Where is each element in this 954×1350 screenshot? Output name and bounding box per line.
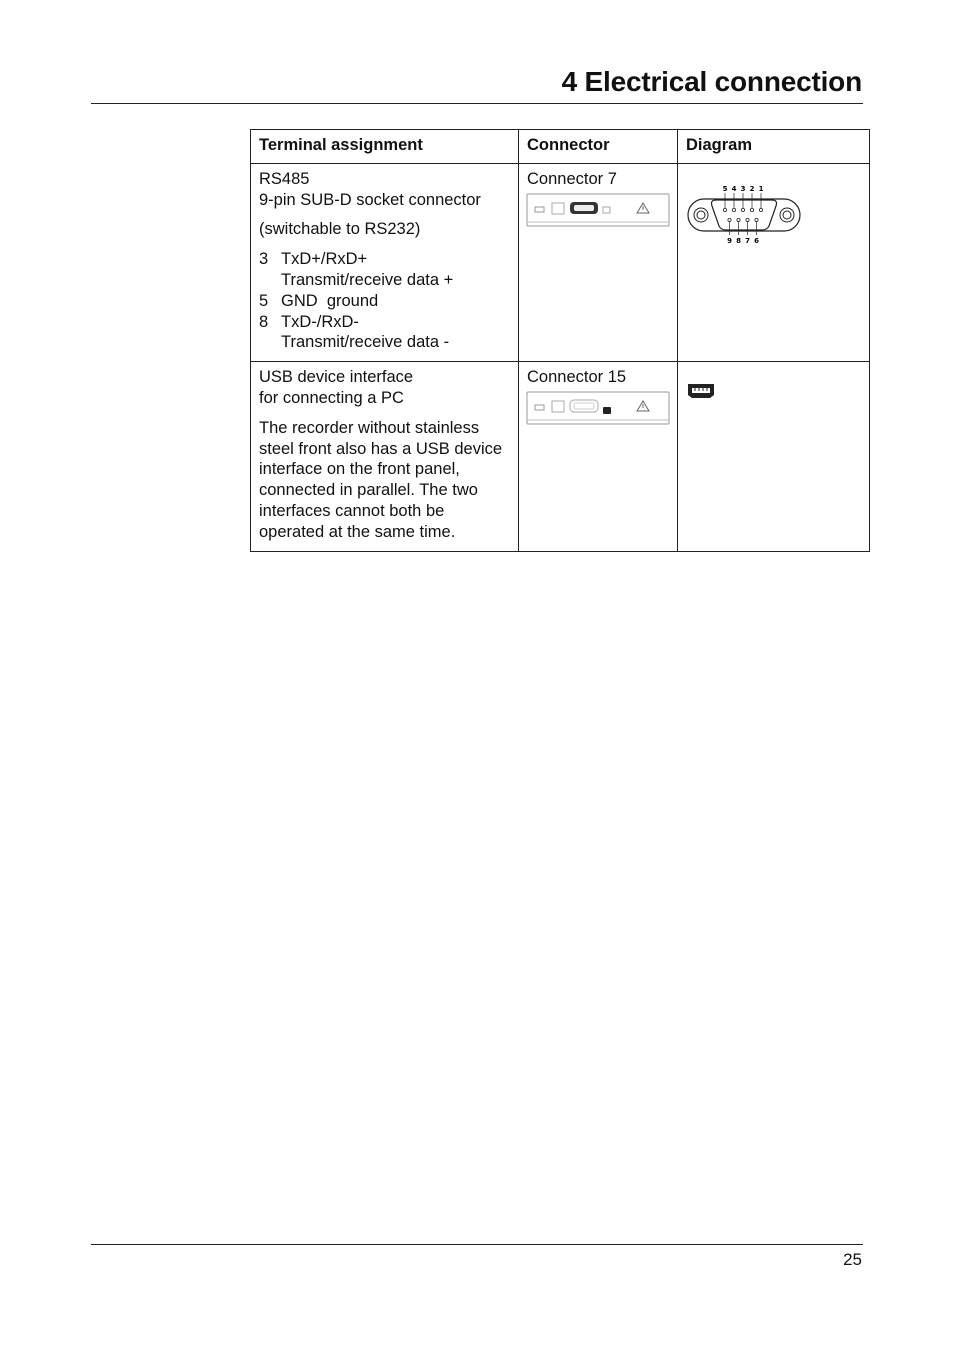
connector-label: Connector 15 — [527, 368, 627, 387]
terminal-cell — [251, 362, 519, 551]
diagram-cell — [678, 163, 870, 361]
connector-cell — [519, 163, 678, 361]
column-header-connector: Connector — [519, 130, 678, 164]
pin-description: Transmit/receive data + — [281, 270, 454, 289]
pin-label: 8 — [736, 236, 741, 245]
table-row-usb — [251, 362, 870, 551]
connector-cell — [519, 362, 678, 551]
interface-note: The recorder without stainless steel front also has a USB device interface on the front panel, connected in parallel. The two interfaces cannot both be operated at the same time. — [259, 418, 503, 541]
pin-row — [259, 312, 510, 333]
column-header-terminal: Terminal assignment — [251, 130, 519, 164]
footer-divider — [91, 1244, 863, 1245]
rear-panel-connector-7-icon — [525, 192, 671, 228]
sub-d-9-pin-icon — [686, 179, 806, 245]
usb-mini-icon — [686, 382, 716, 400]
column-header-diagram: Diagram — [678, 130, 870, 164]
pin-label: 9 — [727, 236, 732, 245]
table-header-row — [251, 130, 870, 164]
pin-number: 3 — [259, 250, 269, 269]
interface-option: (switchable to RS232) — [259, 220, 421, 239]
pin-label: 1 — [758, 184, 764, 193]
page-title: 4 Electrical connection — [561, 66, 862, 97]
pin-signal: TxD+/RxD+ — [281, 250, 368, 269]
interface-purpose: for connecting a PC — [259, 388, 404, 407]
interface-name: USB device interface — [259, 368, 414, 387]
diagram-cell — [678, 362, 870, 551]
page-number: 25 — [843, 1250, 862, 1269]
pin-signal: GND ground — [281, 291, 379, 310]
connector-label: Connector 7 — [527, 169, 617, 188]
pin-label: 2 — [749, 184, 755, 193]
terminal-table — [250, 129, 870, 552]
terminal-cell — [251, 163, 519, 361]
table-row-rs485 — [251, 163, 870, 361]
pin-signal: TxD-/RxD- — [281, 312, 359, 331]
pin-label: 6 — [754, 236, 759, 245]
interface-name: RS485 — [259, 169, 310, 188]
pin-row — [259, 249, 510, 270]
pin-label: 7 — [745, 236, 750, 245]
interface-type: 9-pin SUB-D socket connector — [259, 190, 481, 209]
rear-panel-connector-15-icon — [525, 390, 671, 426]
pin-number: 8 — [259, 312, 269, 331]
header-divider — [91, 103, 863, 104]
pin-label: 4 — [731, 184, 737, 193]
pin-description: Transmit/receive data - — [281, 333, 450, 352]
pin-number: 5 — [259, 291, 269, 310]
pin-label: 5 — [722, 184, 728, 193]
pin-row — [259, 291, 510, 312]
pin-label: 3 — [740, 184, 746, 193]
